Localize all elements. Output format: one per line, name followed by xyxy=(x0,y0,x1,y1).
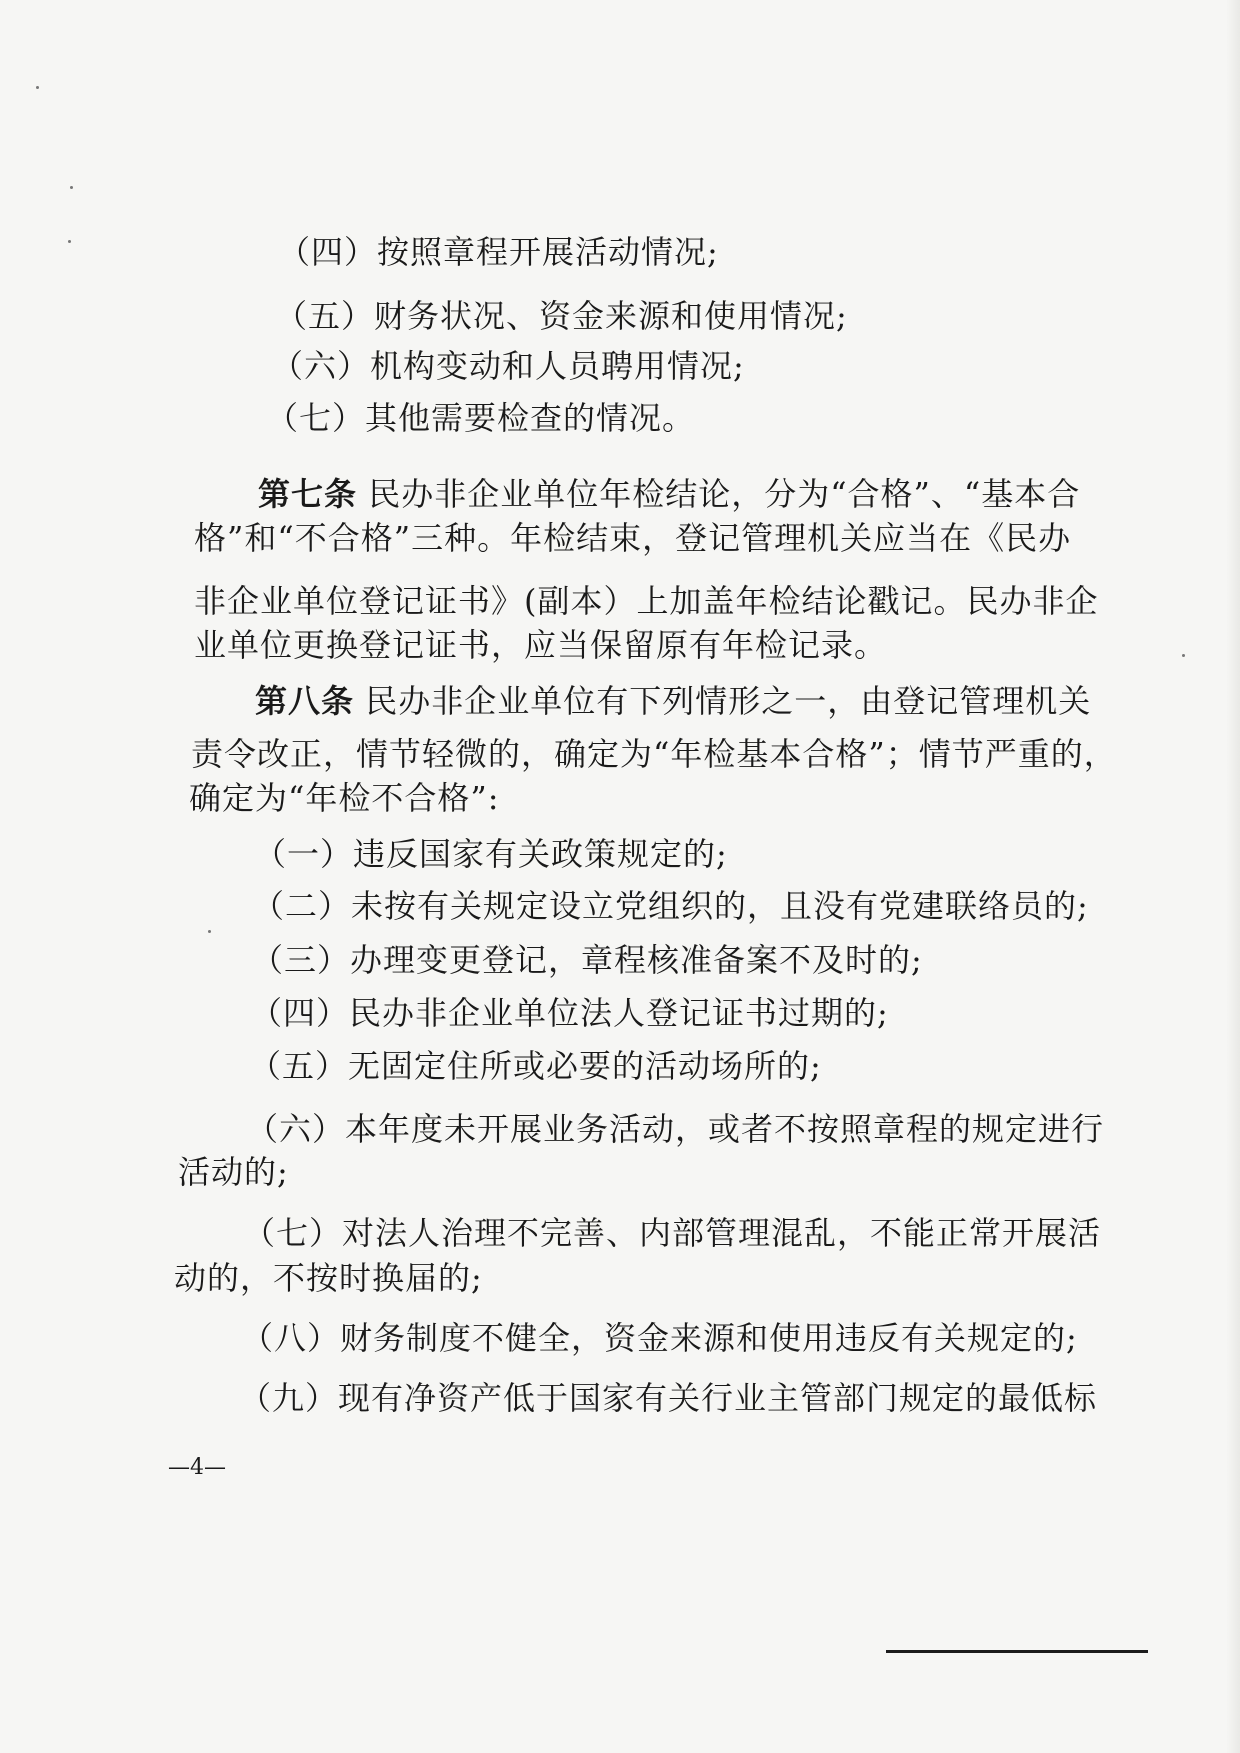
condition-6: （六）本年度未开展业务活动，或者不按照章程的规定进行 xyxy=(246,1110,1105,1148)
article-8-line-3: 确定为“年检不合格”: xyxy=(189,779,500,817)
article-7-line-4: 业单位更换登记证书，应当保留原有年检记录。 xyxy=(194,626,888,664)
footer-rule xyxy=(886,1650,1148,1653)
list-item-5: （五）财务状况、资金来源和使用情况; xyxy=(275,297,848,335)
condition-6-cont: 活动的; xyxy=(178,1153,289,1191)
article-8-text: 民办非企业单位有下列情形之一，由登记管理机关 xyxy=(365,682,1092,720)
page-number: —4— xyxy=(168,1455,226,1480)
list-item-7: （七）其他需要检查的情况。 xyxy=(266,399,696,437)
list-item-4: （四）按照章程开展活动情况; xyxy=(278,233,719,271)
article-8-line-1 xyxy=(255,681,1091,721)
article-7-text: 民办非企业单位年检结论，分为“合格”、“基本合 xyxy=(368,475,1081,513)
condition-3: （三）办理变更登记，章程核准备案不及时的; xyxy=(251,941,923,979)
condition-8: （八）财务制度不健全，资金来源和使用违反有关规定的; xyxy=(241,1319,1078,1357)
article-8-line-2: 责令改正，情节轻微的，确定为“年检基本合格”；情节严重的， xyxy=(191,735,1117,773)
condition-7-cont: 动的，不按时换届的; xyxy=(174,1259,483,1297)
article-7-line-1 xyxy=(258,474,1080,514)
article-7-heading: 第七条 xyxy=(258,475,358,513)
condition-9: （九）现有净资产低于国家有关行业主管部门规定的最低标 xyxy=(239,1379,1098,1417)
condition-2: （二）未按有关规定设立党组织的，且没有党建联络员的; xyxy=(252,887,1089,925)
condition-7: （七）对法人治理不完善、内部管理混乱，不能正常开展活 xyxy=(243,1214,1102,1252)
article-7-line-3: 非企业单位登记证书》(副本）上加盖年检结论戳记。民办非企 xyxy=(194,582,1099,620)
condition-5: （五）无固定住所或必要的活动场所的; xyxy=(249,1047,822,1085)
condition-1: （一）违反国家有关政策规定的; xyxy=(254,835,728,873)
article-8-heading: 第八条 xyxy=(255,682,355,720)
condition-4: （四）民办非企业单位法人登记证书过期的; xyxy=(250,994,889,1032)
article-7-line-2: 格”和“不合格”三种。年检结束，登记管理机关应当在《民办 xyxy=(194,519,1072,557)
list-item-6: （六）机构变动和人员聘用情况; xyxy=(271,347,745,385)
